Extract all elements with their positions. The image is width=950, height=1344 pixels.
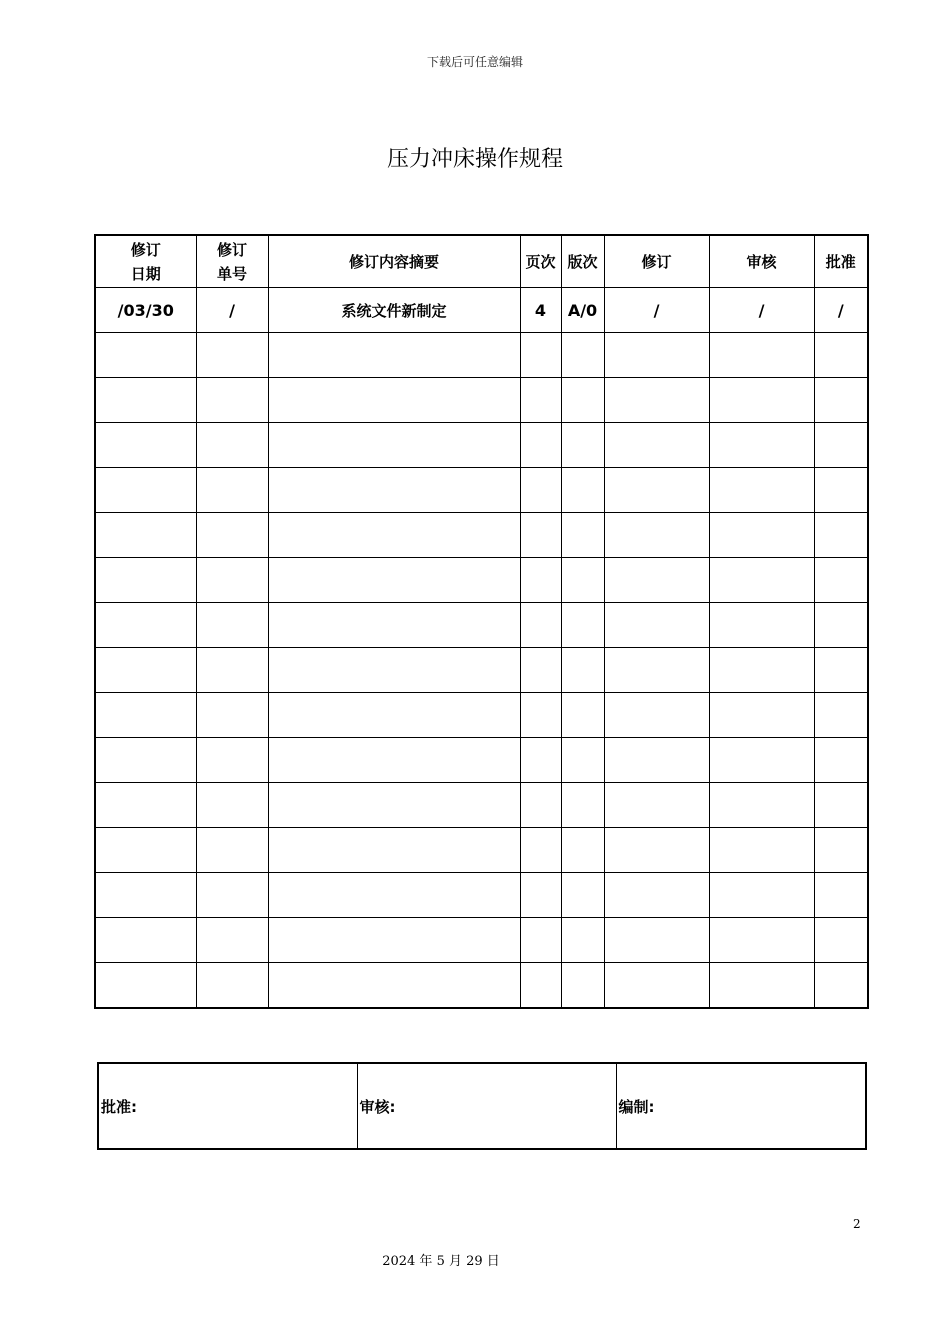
table-cell[interactable] bbox=[268, 378, 520, 423]
table-cell[interactable] bbox=[95, 378, 196, 423]
table-cell[interactable] bbox=[95, 918, 196, 963]
table-cell[interactable] bbox=[196, 963, 268, 1009]
table-cell[interactable] bbox=[709, 468, 814, 513]
table-cell[interactable] bbox=[561, 468, 604, 513]
approve-field[interactable]: 批准: bbox=[98, 1063, 357, 1149]
table-cell[interactable] bbox=[604, 918, 709, 963]
review-field[interactable]: 审核: bbox=[357, 1063, 616, 1149]
table-row bbox=[95, 738, 868, 783]
header-revision-date: 修订 日期 bbox=[95, 235, 196, 288]
table-cell[interactable] bbox=[604, 423, 709, 468]
cell-approved-by: / bbox=[814, 288, 868, 333]
table-cell[interactable] bbox=[709, 423, 814, 468]
table-cell[interactable] bbox=[604, 873, 709, 918]
table-cell[interactable] bbox=[268, 648, 520, 693]
table-cell[interactable] bbox=[196, 513, 268, 558]
table-cell[interactable] bbox=[520, 468, 561, 513]
table-cell[interactable] bbox=[520, 513, 561, 558]
table-cell[interactable] bbox=[709, 738, 814, 783]
table-cell[interactable] bbox=[95, 648, 196, 693]
table-cell[interactable] bbox=[95, 603, 196, 648]
table-cell[interactable] bbox=[709, 783, 814, 828]
table-cell[interactable] bbox=[709, 558, 814, 603]
table-cell[interactable] bbox=[268, 333, 520, 378]
table-cell[interactable] bbox=[268, 513, 520, 558]
table-cell[interactable] bbox=[520, 828, 561, 873]
table-cell[interactable] bbox=[709, 873, 814, 918]
table-cell[interactable] bbox=[814, 963, 868, 1009]
table-cell[interactable] bbox=[561, 693, 604, 738]
table-cell[interactable] bbox=[814, 558, 868, 603]
header-approved-by: 批准 bbox=[814, 235, 868, 288]
table-cell[interactable] bbox=[561, 918, 604, 963]
table-cell[interactable] bbox=[268, 558, 520, 603]
table-cell[interactable] bbox=[95, 423, 196, 468]
table-cell[interactable] bbox=[196, 693, 268, 738]
header-revision-number: 修订 单号 bbox=[196, 235, 268, 288]
table-cell[interactable] bbox=[814, 873, 868, 918]
table-cell[interactable] bbox=[814, 648, 868, 693]
table-cell[interactable] bbox=[196, 333, 268, 378]
table-cell[interactable] bbox=[520, 648, 561, 693]
table-cell[interactable] bbox=[604, 783, 709, 828]
table-cell[interactable] bbox=[95, 333, 196, 378]
table-row bbox=[95, 558, 868, 603]
table-cell[interactable] bbox=[814, 603, 868, 648]
table-cell[interactable] bbox=[561, 423, 604, 468]
cell-number: / bbox=[196, 288, 268, 333]
footer-date: 2024 年 5 月 29 日 bbox=[382, 1254, 500, 1269]
table-cell[interactable] bbox=[561, 828, 604, 873]
table-cell[interactable] bbox=[196, 648, 268, 693]
cell-version: A/0 bbox=[561, 288, 604, 333]
table-cell[interactable] bbox=[814, 783, 868, 828]
table-row bbox=[95, 828, 868, 873]
table-row bbox=[95, 603, 868, 648]
table-cell[interactable] bbox=[604, 558, 709, 603]
table-cell[interactable] bbox=[95, 468, 196, 513]
table-cell[interactable] bbox=[709, 378, 814, 423]
header-revision-summary: 修订内容摘要 bbox=[268, 235, 520, 288]
table-cell[interactable] bbox=[604, 603, 709, 648]
table-cell[interactable] bbox=[520, 558, 561, 603]
table-cell[interactable] bbox=[196, 603, 268, 648]
table-row bbox=[95, 963, 868, 1009]
table-row bbox=[95, 873, 868, 918]
table-cell[interactable] bbox=[268, 738, 520, 783]
table-cell[interactable] bbox=[268, 603, 520, 648]
table-cell[interactable] bbox=[196, 468, 268, 513]
table-cell[interactable] bbox=[196, 558, 268, 603]
cell-date: /03/30 bbox=[95, 288, 196, 333]
table-cell[interactable] bbox=[196, 873, 268, 918]
table-cell[interactable] bbox=[814, 468, 868, 513]
table-cell[interactable] bbox=[709, 963, 814, 1009]
table-cell[interactable] bbox=[561, 738, 604, 783]
table-cell[interactable] bbox=[561, 873, 604, 918]
cell-reviewed-by: / bbox=[709, 288, 814, 333]
table-cell[interactable] bbox=[520, 783, 561, 828]
table-cell[interactable] bbox=[709, 333, 814, 378]
table-cell[interactable] bbox=[709, 603, 814, 648]
table-cell[interactable] bbox=[561, 558, 604, 603]
table-cell[interactable] bbox=[95, 513, 196, 558]
table-row bbox=[95, 288, 868, 333]
table-cell[interactable] bbox=[196, 783, 268, 828]
table-cell[interactable] bbox=[709, 648, 814, 693]
table-cell[interactable] bbox=[814, 378, 868, 423]
table-cell[interactable] bbox=[814, 918, 868, 963]
table-cell[interactable] bbox=[520, 963, 561, 1009]
table-row bbox=[95, 378, 868, 423]
table-cell[interactable] bbox=[814, 513, 868, 558]
compile-field[interactable]: 编制: bbox=[616, 1063, 866, 1149]
cell-page: 4 bbox=[520, 288, 561, 333]
table-row bbox=[95, 468, 868, 513]
table-cell[interactable] bbox=[95, 963, 196, 1009]
table-cell[interactable] bbox=[604, 513, 709, 558]
table-row bbox=[95, 783, 868, 828]
table-cell[interactable] bbox=[95, 558, 196, 603]
table-cell[interactable] bbox=[95, 873, 196, 918]
table-cell[interactable] bbox=[95, 783, 196, 828]
table-cell[interactable] bbox=[709, 513, 814, 558]
table-cell[interactable] bbox=[520, 873, 561, 918]
table-cell[interactable] bbox=[709, 693, 814, 738]
table-cell[interactable] bbox=[604, 648, 709, 693]
table-cell[interactable] bbox=[604, 378, 709, 423]
page-title: 压力冲床操作规程 bbox=[386, 147, 563, 172]
table-cell[interactable] bbox=[604, 828, 709, 873]
table-cell[interactable] bbox=[268, 918, 520, 963]
table-cell[interactable] bbox=[604, 738, 709, 783]
table-row bbox=[95, 918, 868, 963]
page-number: 2 bbox=[853, 1217, 861, 1231]
table-cell[interactable] bbox=[268, 783, 520, 828]
table-cell[interactable] bbox=[561, 963, 604, 1009]
header-version: 版次 bbox=[561, 235, 604, 288]
table-cell[interactable] bbox=[268, 963, 520, 1009]
table-cell[interactable] bbox=[814, 693, 868, 738]
table-cell[interactable] bbox=[268, 468, 520, 513]
table-cell[interactable] bbox=[561, 648, 604, 693]
table-row bbox=[95, 423, 868, 468]
table-cell[interactable] bbox=[561, 333, 604, 378]
table-cell[interactable] bbox=[604, 963, 709, 1009]
table-cell[interactable] bbox=[520, 603, 561, 648]
table-cell[interactable] bbox=[561, 783, 604, 828]
table-cell[interactable] bbox=[604, 333, 709, 378]
table-row bbox=[95, 333, 868, 378]
table-cell[interactable] bbox=[268, 828, 520, 873]
header-revised-by: 修订 bbox=[604, 235, 709, 288]
header-reviewed-by: 审核 bbox=[709, 235, 814, 288]
table-cell[interactable] bbox=[561, 603, 604, 648]
table-cell[interactable] bbox=[520, 918, 561, 963]
table-cell[interactable] bbox=[196, 423, 268, 468]
table-cell[interactable] bbox=[604, 468, 709, 513]
table-cell[interactable] bbox=[520, 378, 561, 423]
table-cell[interactable] bbox=[196, 828, 268, 873]
table-cell[interactable] bbox=[268, 693, 520, 738]
table-row bbox=[95, 648, 868, 693]
revision-table bbox=[94, 234, 869, 1009]
table-header-row bbox=[95, 235, 868, 288]
table-cell[interactable] bbox=[814, 423, 868, 468]
table-cell[interactable] bbox=[561, 513, 604, 558]
table-cell[interactable] bbox=[196, 378, 268, 423]
table-cell[interactable] bbox=[561, 378, 604, 423]
table-cell[interactable] bbox=[268, 873, 520, 918]
table-cell[interactable] bbox=[95, 828, 196, 873]
table-cell[interactable] bbox=[520, 423, 561, 468]
watermark-text: 下载后可任意编辑 bbox=[426, 55, 523, 69]
header-page: 页次 bbox=[520, 235, 561, 288]
table-cell[interactable] bbox=[709, 918, 814, 963]
table-cell[interactable] bbox=[268, 423, 520, 468]
table-cell[interactable] bbox=[814, 333, 868, 378]
table-cell[interactable] bbox=[814, 738, 868, 783]
table-cell[interactable] bbox=[95, 738, 196, 783]
table-cell[interactable] bbox=[520, 693, 561, 738]
cell-revised-by: / bbox=[604, 288, 709, 333]
table-cell[interactable] bbox=[604, 693, 709, 738]
table-row bbox=[95, 693, 868, 738]
cell-summary: 系统文件新制定 bbox=[268, 288, 520, 333]
table-row bbox=[95, 513, 868, 558]
table-cell[interactable] bbox=[196, 738, 268, 783]
signature-table bbox=[97, 1062, 867, 1150]
table-cell[interactable] bbox=[520, 333, 561, 378]
table-cell[interactable] bbox=[196, 918, 268, 963]
table-cell[interactable] bbox=[709, 828, 814, 873]
table-cell[interactable] bbox=[814, 828, 868, 873]
table-cell[interactable] bbox=[520, 738, 561, 783]
table-cell[interactable] bbox=[95, 693, 196, 738]
